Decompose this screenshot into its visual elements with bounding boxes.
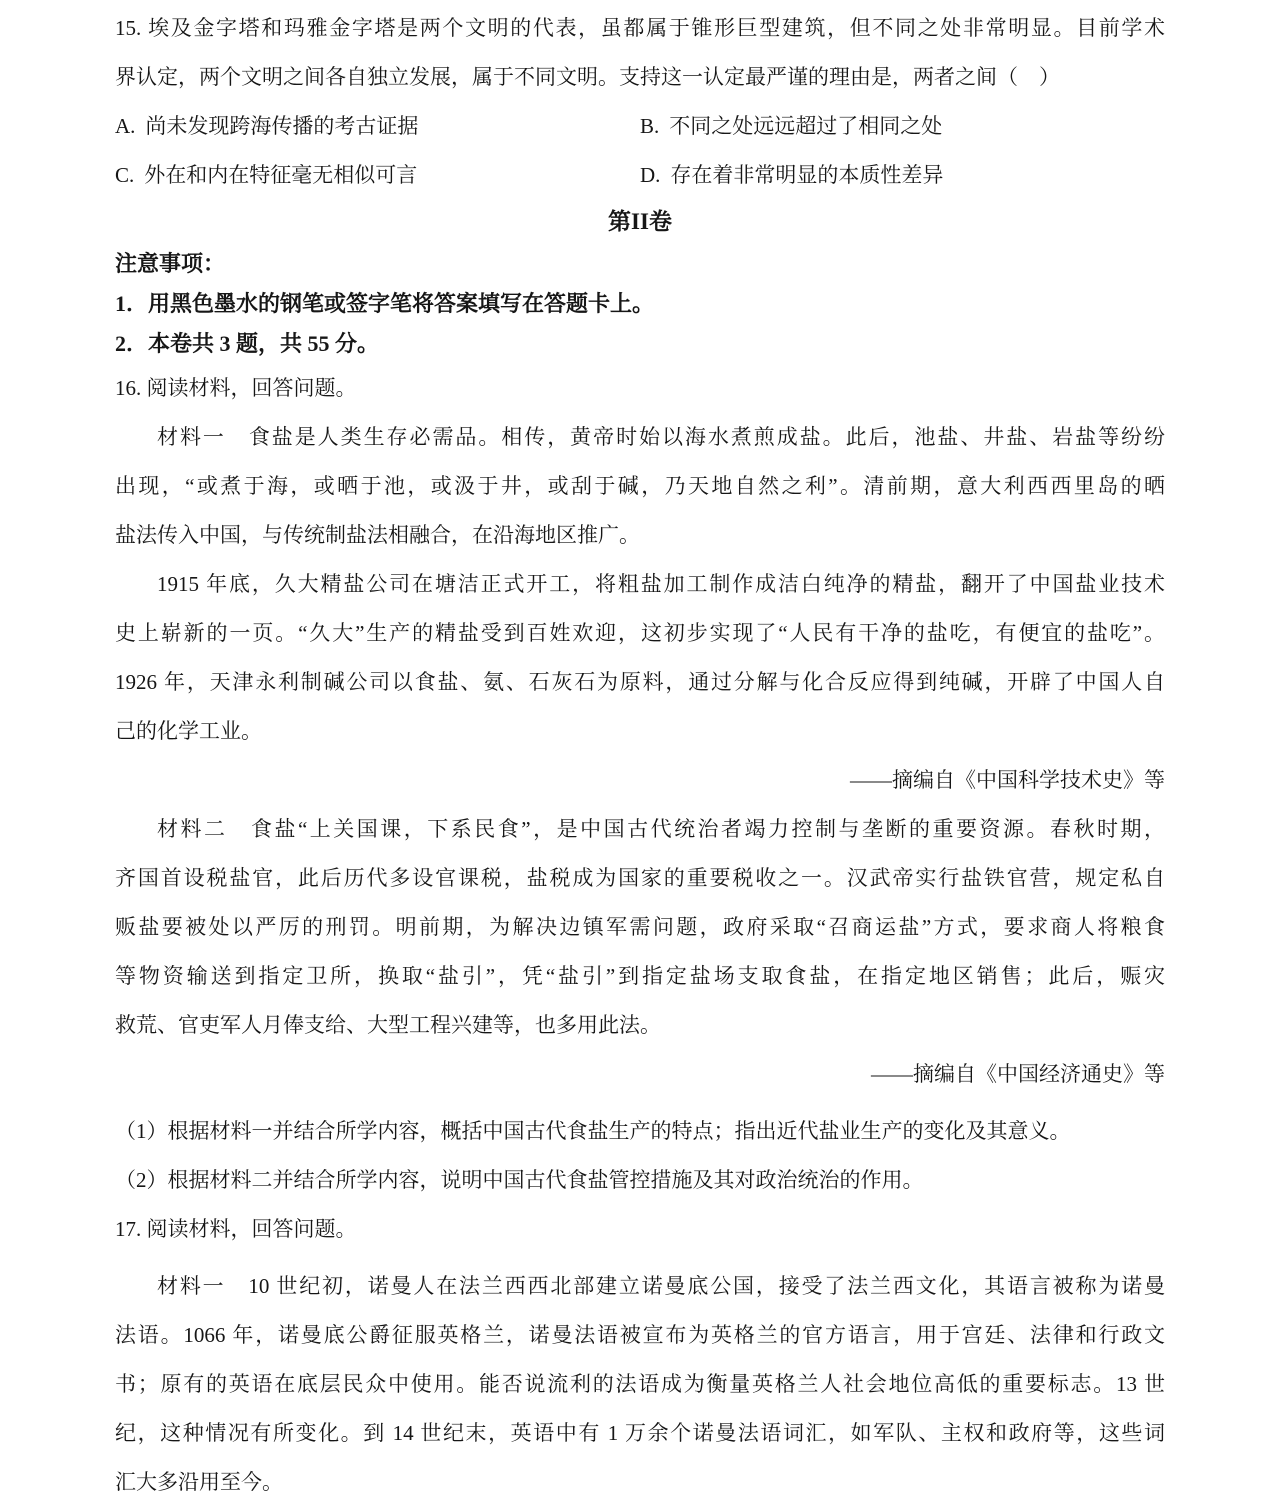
text-line: 盐法传入中国，与传统制盐法相融合，在沿海地区推广。 [115, 523, 640, 547]
text-line: 己的化学工业。 [115, 719, 262, 743]
option-d-label: D. [640, 163, 661, 187]
text-line: 齐国首设税盐官，此后历代多设官课税，盐税成为国家的重要税收之一。汉武帝实行盐铁官营，规定私自 [115, 866, 1165, 890]
text-line: 等物资输送到指定卫所，换取“盐引”，凭“盐引”到指定盐场支取食盐，在指定地区销售；此后，赈灾 [115, 964, 1165, 988]
notice-heading: 注意事项： [115, 251, 226, 276]
option-c-label: C. [115, 163, 135, 187]
text-line: 史上崭新的一页。“久大”生产的精盐受到百姓欢迎，这初步实现了“人民有干净的盐吃，有便宜的盐吃”。 [115, 621, 1165, 645]
text-line: 书；原有的英语在底层民众中使用。能否说流利的法语成为衡量英格兰人社会地位高低的重要标志。13 世 [115, 1372, 1165, 1396]
question-16-intro: 16. 阅读材料，回答问题。 [115, 376, 357, 400]
question-15-stem-line-1: 15. 埃及金字塔和玛雅金字塔是两个文明的代表，虽都属于锥形巨型建筑，但不同之处非常明显。目前学术 [115, 16, 1165, 40]
option-c-text: 外在和内在特征毫无相似可言 [144, 163, 418, 187]
q17-material-1-paragraph [115, 1262, 1165, 1507]
text-line: 贩盐要被处以严厉的刑罚。明前期，为解决边镇军需问题，政府采取“召商运盐”方式，要求商人将粮食 [115, 915, 1165, 939]
option-a-text: 尚未发现跨海传播的考古证据 [145, 114, 419, 138]
text-line: 法语。1066 年，诺曼底公爵征服英格兰，诺曼法语被宣布为英格兰的官方语言，用于宫廷、法律和行政文 [115, 1323, 1165, 1347]
text-line: 1926 年，天津永利制碱公司以食盐、氨、石灰石为原料，通过分解与化合反应得到纯碱，开辟了中国人自 [115, 670, 1165, 694]
option-d [640, 151, 1165, 200]
option-b [640, 102, 1165, 151]
source-citation-1: ——摘编自《中国科学技术史》等 [850, 768, 1165, 792]
subquestion-2: （2）根据材料二并结合所学内容，说明中国古代食盐管控措施及其对政治统治的作用。 [115, 1168, 924, 1192]
question-15 [115, 4, 1165, 200]
q16-material-2-paragraph [115, 805, 1165, 1050]
q16-material-1-paragraph-1 [115, 413, 1165, 560]
q16-subquestions [115, 1107, 1165, 1205]
part-2-title: 第II卷 [608, 209, 672, 234]
option-d-text: 存在着非常明显的本质性差异 [670, 163, 944, 187]
question-17 [115, 1205, 1165, 1507]
text-line: 材料一 食盐是人类生存必需品。相传，黄帝时始以海水煮煎成盐。此后，池盐、井盐、岩盐等纷纷 [157, 425, 1165, 449]
option-b-label: B. [640, 114, 660, 138]
option-c [115, 151, 640, 200]
source-citation-2: ——摘编自《中国经济通史》等 [871, 1062, 1165, 1086]
text-line: 出现，“或煮于海，或晒于池，或汲于井，或刮于碱，乃天地自然之利”。清前期，意大利西西里岛的晒 [115, 474, 1165, 498]
question-17-intro: 17. 阅读材料，回答问题。 [115, 1217, 357, 1241]
option-b-text: 不同之处远远超过了相同之处 [669, 114, 943, 138]
question-16 [115, 364, 1165, 1205]
text-line: 纪，这种情况有所变化。到 14 世纪末，英语中有 1 万余个诺曼法语词汇，如军队、主权和政府等，这些词 [115, 1421, 1165, 1445]
subquestion-1: （1）根据材料一并结合所学内容，概括中国古代食盐生产的特点；指出近代盐业生产的变化及其意义。 [115, 1119, 1071, 1143]
q16-material-1-paragraph-2 [115, 560, 1165, 756]
notice-item-2: 2．本卷共 3 题，共 55 分。 [115, 331, 380, 356]
notice-section [115, 244, 1165, 364]
notice-item-1: 1．用黑色墨水的钢笔或签字笔将答案填写在答题卡上。 [115, 291, 655, 316]
text-line: 汇大多沿用至今。 [115, 1470, 283, 1494]
option-a [115, 102, 640, 151]
text-line: 1915 年底，久大精盐公司在塘洁正式开工，将粗盐加工制作成洁白纯净的精盐，翻开了中国盐业技术 [157, 572, 1165, 596]
option-a-label: A. [115, 114, 136, 138]
text-line: 材料二 食盐“上关国课，下系民食”，是中国古代统治者竭力控制与垄断的重要资源。春秋时期， [157, 817, 1165, 841]
question-15-stem-line-2: 界认定，两个文明之间各自独立发展，属于不同文明。支持这一认定最严谨的理由是，两者之间（ ） [115, 65, 1060, 89]
text-line: 救荒、官吏军人月俸支给、大型工程兴建等，也多用此法。 [115, 1013, 661, 1037]
question-15-options [115, 102, 1165, 200]
text-line: 材料一 10 世纪初，诺曼人在法兰西西北部建立诺曼底公国，接受了法兰西文化，其语言被称为诺曼 [157, 1274, 1165, 1298]
